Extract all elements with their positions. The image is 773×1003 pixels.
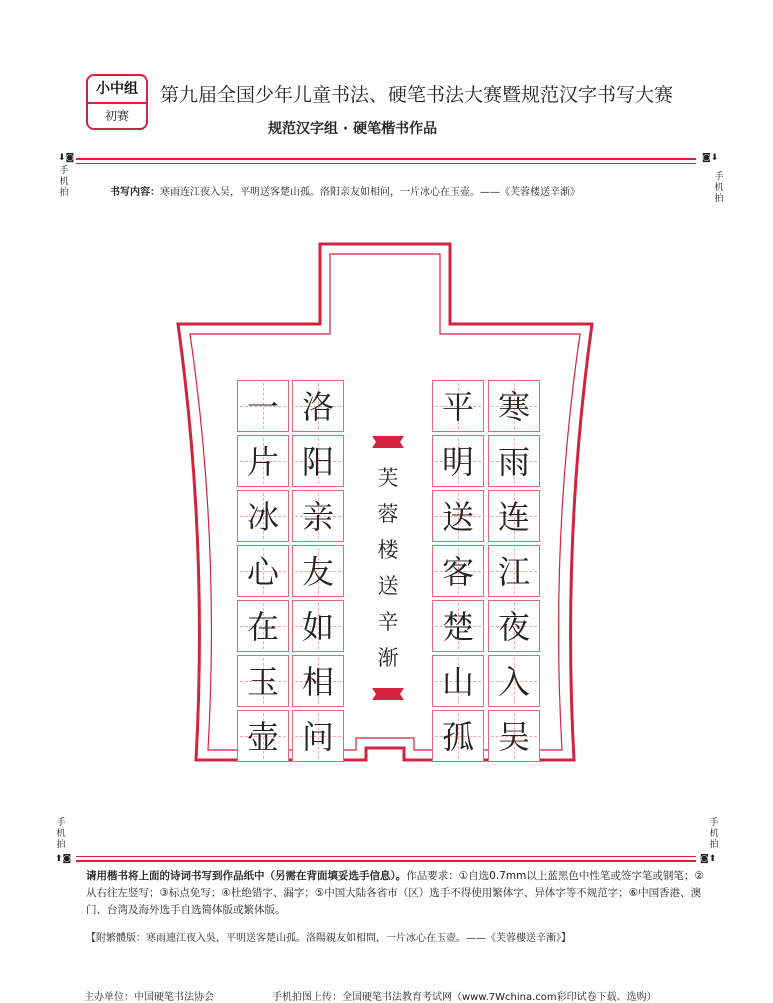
- poem-character: 孤: [441, 718, 474, 756]
- organizer: 主办单位：中国硬笔书法协会: [84, 992, 214, 1003]
- title-character: 辛: [377, 610, 399, 634]
- poem-character: 友: [301, 553, 334, 591]
- grid-cell: [432, 490, 484, 542]
- poem-character: 平: [441, 388, 474, 426]
- title-character: 蓉: [377, 502, 399, 526]
- top-rule: [76, 158, 696, 160]
- title-character: 送: [377, 574, 399, 598]
- poem-character: 洛: [301, 388, 334, 426]
- poem-title-column: [368, 432, 408, 704]
- grid-cell: [292, 545, 344, 597]
- poem-character: 寒: [497, 388, 530, 426]
- poem-character: 亲: [301, 498, 334, 536]
- grid-cell: [237, 710, 289, 762]
- poem-character: 片: [246, 443, 279, 481]
- content-text: 寒雨连江夜入吴，平明送客楚山孤。洛阳亲友如相问，一片冰心在玉壶。——《芙蓉楼送辛渐》: [160, 187, 580, 198]
- grid-cell: [292, 655, 344, 707]
- upload-info: 手机拍图上传：全国硬笔书法教育考试网（www.7Wchina.com彩印试卷下载、选购）: [272, 992, 657, 1003]
- poem-character: 连: [497, 498, 530, 536]
- grid-cell: [292, 710, 344, 762]
- camera-icon: ◙⬆: [700, 854, 717, 864]
- grid-cell: [237, 490, 289, 542]
- grid-cell: [488, 490, 540, 542]
- title-character: 芙: [377, 466, 399, 490]
- poem-character: 送: [441, 498, 474, 536]
- grid-cell: [488, 710, 540, 762]
- poem-character: 夜: [497, 608, 530, 646]
- camera-icon: ◙⬇: [702, 153, 719, 163]
- grid-cell: [432, 655, 484, 707]
- grid-cell: [292, 600, 344, 652]
- title-character: 楼: [377, 538, 399, 562]
- grid-cell: [432, 710, 484, 762]
- poem-character: 客: [441, 553, 474, 591]
- bottom-rule: [76, 860, 696, 862]
- grid-cell: [237, 600, 289, 652]
- poem-character: 相: [301, 663, 334, 701]
- page-title: 第九届全国少年儿童书法、硬笔书法大赛暨规范汉字书写大赛: [160, 84, 674, 106]
- ribbon-top-icon: [372, 432, 404, 448]
- camera-icon: ⬇◙: [58, 153, 75, 163]
- ribbon-bottom-icon: [372, 688, 404, 704]
- poem-character: 阳: [301, 443, 334, 481]
- poem-character: 雨: [497, 443, 530, 481]
- grid-cell: [488, 655, 540, 707]
- poem-character: 冰: [246, 498, 279, 536]
- side-label-right-top: 手机拍: [714, 172, 724, 204]
- group-label: 小中组: [88, 76, 146, 104]
- grid-cell: [237, 435, 289, 487]
- side-label-left-top: 手机拍: [59, 166, 69, 198]
- poem-character: 壶: [246, 718, 279, 756]
- instructions-body: 作品要求：①自选0.7mm以上蓝黑色中性笔或签字笔或钢笔；②从右往左竖写；③标点免写；④杜绝错字、漏字；⑤中国大陆各省市（区）选手不得使用繁体字、异体字等不规范字；⑥中国香港、澳门、台湾及海外选手自选简体版或繁体版。: [86, 870, 704, 916]
- grid-cell: [432, 545, 484, 597]
- grid-cell: [292, 435, 344, 487]
- poem-character: 心: [246, 553, 279, 591]
- content-label: 书写内容：: [110, 187, 160, 198]
- poem-character: 如: [301, 608, 334, 646]
- grid-cell: [488, 435, 540, 487]
- poem-character: 玉: [246, 663, 279, 701]
- instructions-lead: 请用楷书将上面的诗词书写到作品纸中（另需在背面填妥选手信息）。: [86, 870, 407, 882]
- poem-character: 入: [497, 663, 530, 701]
- traditional-version: 【附繁體版：寒雨連江夜入吳，平明送客楚山孤。洛陽親友如相問，一片冰心在玉壺。——《芙蓉樓送辛漸》】: [86, 933, 571, 944]
- poem-character: 在: [246, 608, 279, 646]
- poem-character: 明: [441, 443, 474, 481]
- grid-cell: [237, 545, 289, 597]
- instructions: [86, 868, 706, 919]
- title-character: 渐: [377, 646, 399, 670]
- bottom-rule-thin: [76, 856, 696, 857]
- poem-character: 楚: [441, 608, 474, 646]
- grid-cell: [488, 545, 540, 597]
- poem-character: 问: [301, 718, 334, 756]
- poem-character: 山: [441, 663, 474, 701]
- content-line: [110, 183, 580, 198]
- grid-cell: [237, 380, 289, 432]
- top-rule-thin: [76, 163, 696, 164]
- grid-cell: [292, 380, 344, 432]
- camera-icon: ⬆◙: [55, 854, 72, 864]
- grid-cell: [237, 655, 289, 707]
- poem-character: 江: [497, 553, 530, 591]
- grid-cell: [488, 600, 540, 652]
- page-subtitle: 规范汉字组 · 硬笔楷书作品: [268, 121, 438, 137]
- poem-character: 吴: [497, 718, 530, 756]
- group-badge: [86, 74, 148, 130]
- grid-cell: [432, 600, 484, 652]
- side-label-right-bottom: 手机拍: [709, 818, 719, 850]
- stage-label: 初赛: [104, 109, 129, 123]
- poem-character: 一: [246, 388, 279, 426]
- grid-cell: [432, 435, 484, 487]
- grid-cell: [488, 380, 540, 432]
- side-label-left-bottom: 手机拍: [56, 818, 66, 850]
- grid-cell: [292, 490, 344, 542]
- grid-cell: [432, 380, 484, 432]
